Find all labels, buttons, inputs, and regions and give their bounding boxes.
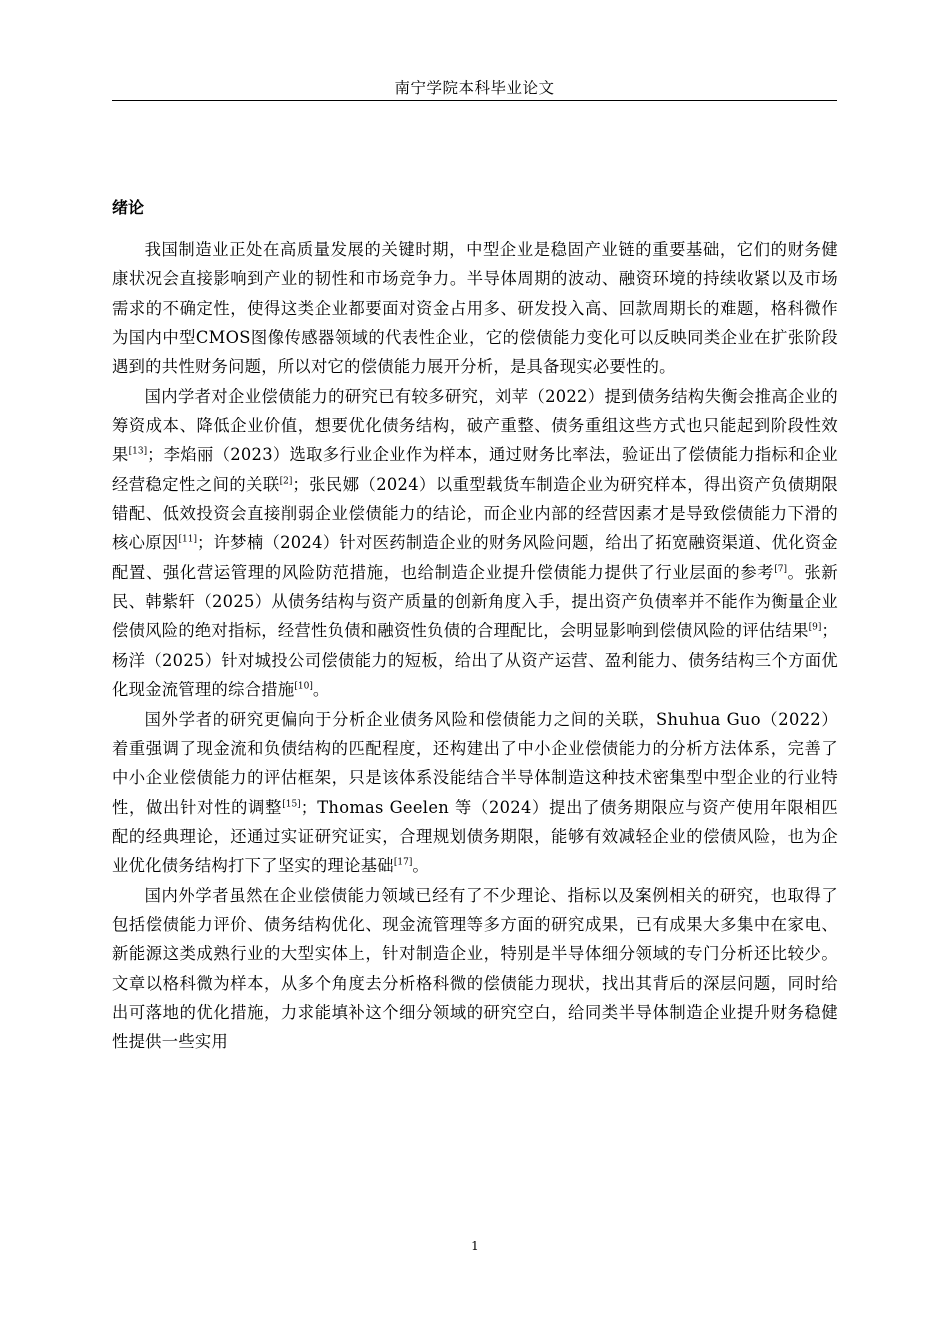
citation-marker: [9] xyxy=(808,623,822,634)
header-rule xyxy=(112,100,837,101)
paragraph-text: 国外学者的研究更偏向于分析企业债务风险和偿债能力之间的关联，Shuhua Guo（2022）着重强调了现金流和负债结构的匹配程度，还构建出了中小企业偿债能力的分析方法体系，完善了中小企业偿债能力的评估框架，只是该体系没能结合半导体制造这种技术密集型中型企业的行业特性，做出针对性的调整 xyxy=(112,709,838,817)
paragraph-1 xyxy=(112,235,838,382)
citation-marker: [13] xyxy=(128,446,148,457)
paragraph-text: ；杨洋（2025）针对城投公司偿债能力的短板，给出了从资产运营、盈利能力、债务结构三个方面优化现金流管理的综合措施 xyxy=(112,621,838,700)
section-title: 绪论 xyxy=(112,198,145,217)
paragraph-4 xyxy=(112,881,838,1057)
paragraph-text: 国内学者对企业偿债能力的研究已有较多研究，刘苹（2022）提到债务结构失衡会推高企业的筹资成本、降低企业价值，想要优化债务结构，破产重整、债务重组这些方式也只能起到阶段性效果 xyxy=(112,386,838,465)
paragraph-3 xyxy=(112,705,838,881)
body-text xyxy=(112,235,838,1057)
paragraph-text: 。 xyxy=(312,680,330,700)
paragraph-text: ；李焰丽（2023）选取多行业企业作为样本，通过财务比率法，验证出了偿债能力指标和企业经营稳定性之间的关联 xyxy=(112,445,838,494)
running-header: 南宁学院本科毕业论文 xyxy=(394,79,555,97)
citation-marker: [7] xyxy=(774,564,788,575)
citation-marker: [10] xyxy=(294,681,313,692)
paragraph-2 xyxy=(112,382,838,705)
citation-marker: [11] xyxy=(178,535,197,546)
paragraph-text: ；许梦楠（2024）针对医药制造企业的财务风险问题，给出了拓宽融资渠道、优化资金配置、强化营运管理的风险防范措施，也给制造企业提升偿债能力提供了行业层面的参考 xyxy=(112,533,838,582)
paragraph-text: 。张新民、韩紫轩（2025）从债务结构与资产质量的创新角度入手，提出资产负债率并不能作为衡量企业偿债风险的绝对指标，经营性负债和融资性负债的合理配比，会明显影响到偿债风险的评估结果 xyxy=(112,562,838,641)
paragraph-text: 。 xyxy=(412,856,429,876)
paragraph-text: ；Thomas Geelen 等（2024）提出了债务期限应与资产使用年限相匹配的经典理论，还通过实证研究证实，合理规划债务期限，能够有效减轻企业的偿债风险，也为企业优化债务结构打下了坚实的理论基础 xyxy=(112,797,838,876)
page-number: 1 xyxy=(471,1239,479,1253)
citation-marker: [17] xyxy=(393,857,413,868)
citation-marker: [15] xyxy=(282,799,301,810)
paragraph-text: ；张民娜（2024）以重型载货车制造企业为研究样本，得出资产负债期限错配、低效投资会直接削弱企业偿债能力的结论，而企业内部的经营因素才是导致偿债能力下滑的核心原因 xyxy=(112,474,838,553)
citation-marker: [2] xyxy=(279,476,293,487)
paragraph-text: 国内外学者虽然在企业偿债能力领域已经有了不少理论、指标以及案例相关的研究，也取得了包括偿债能力评价、债务结构优化、现金流管理等多方面的研究成果，已有成果大多集中在家电、新能源这类成熟行业的大型实体上，针对制造企业，特别是半导体细分领域的专门分析还比较少。文章以格科微为样本，从多个角度去分析格科微的偿债能力现状，找出其背后的深层问题，同时给出可落地的优化措施，力求能填补这个细分领域的研究空白，给同类半导体制造企业提升财务稳健性提供一些实用 xyxy=(112,885,838,1052)
paragraph-text: 我国制造业正处在高质量发展的关键时期，中型企业是稳固产业链的重要基础，它们的财务健康状况会直接影响到产业的韧性和市场竞争力。半导体周期的波动、融资环境的持续收紧以及市场需求的不确定性，使得这类企业都要面对资金占用多、研发投入高、回款周期长的难题，格科微作为国内中型CMOS图像传感器领域的代表性企业，它的偿债能力变化可以反映同类企业在扩张阶段遇到的共性财务问题，所以对它的偿债能力展开分析，是具备现实必要性的。 xyxy=(112,240,838,377)
